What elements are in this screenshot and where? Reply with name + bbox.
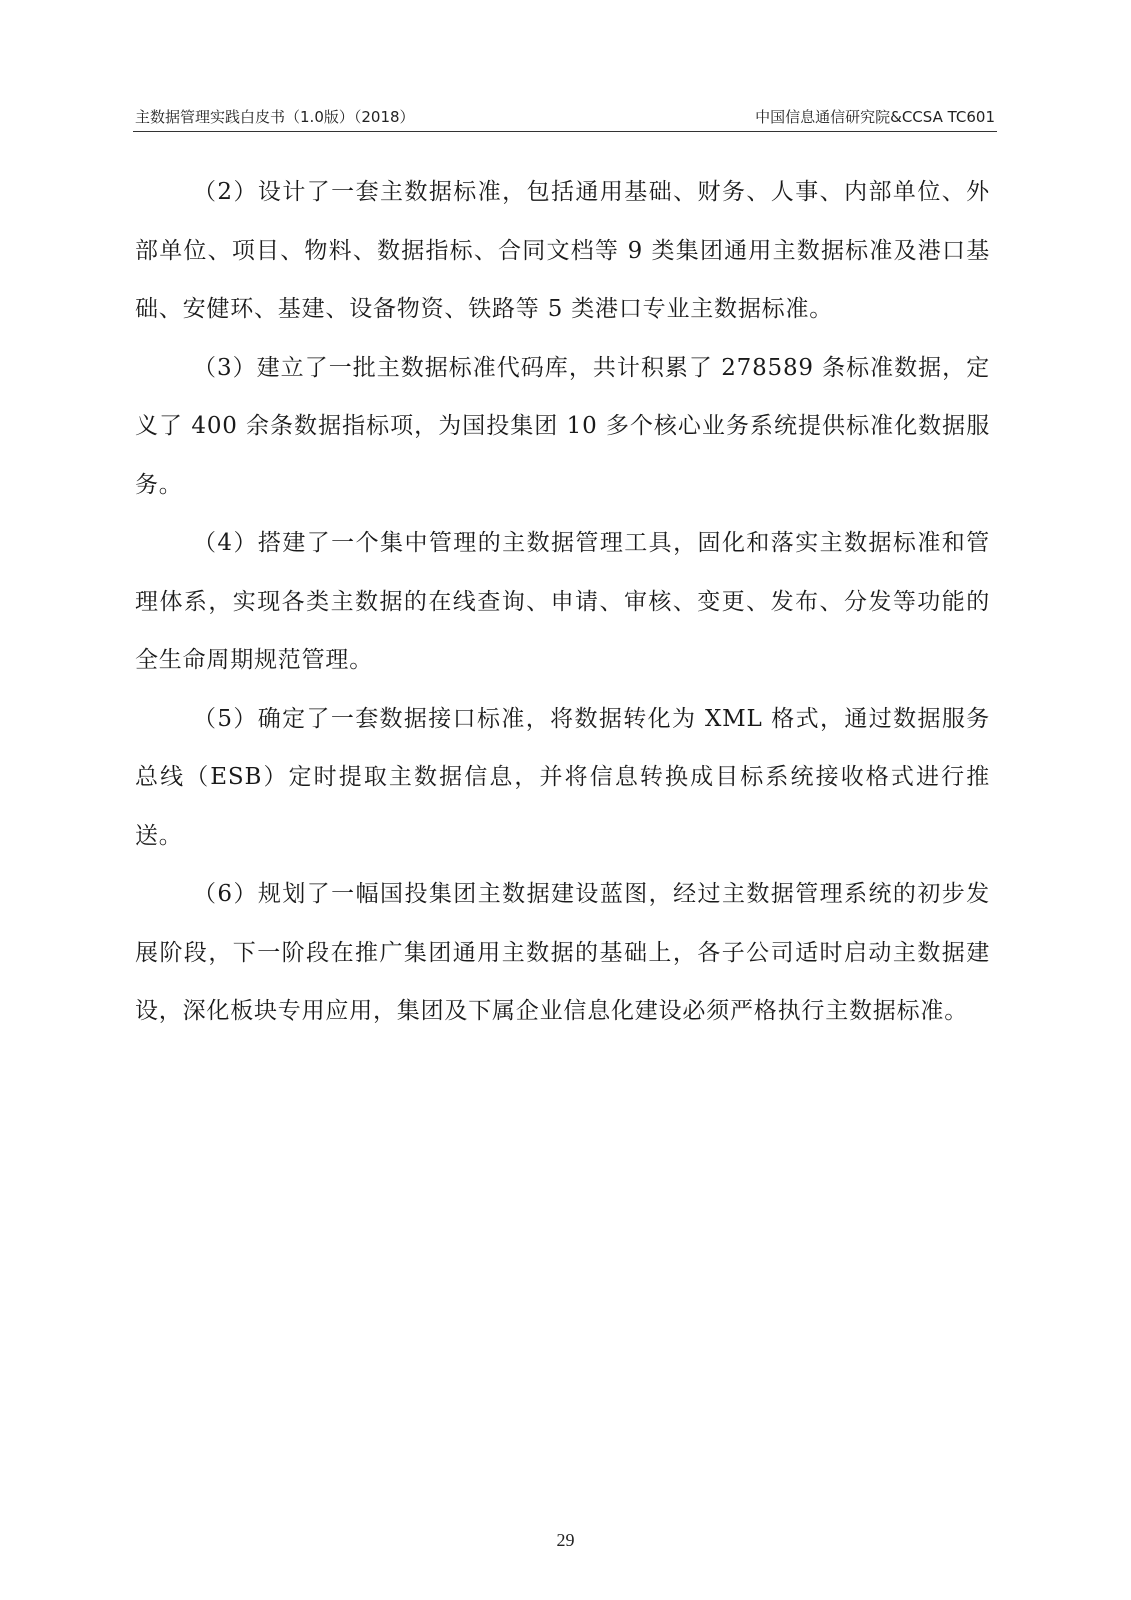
paragraph-item-3: （3）建立了一批主数据标准代码库，共计积累了 278589 条标准数据，定义了 400 余条数据指标项，为国投集团 10 多个核心业务系统提供标准化数据服务。 [135, 354, 990, 498]
paragraph-item-5: （5）确定了一套数据接口标准，将数据转化为 XML 格式，通过数据服务总线（ESB）定时提取主数据信息，并将信息转换成目标系统接收格式进行推送。 [135, 705, 990, 849]
paragraph-item-4: （4）搭建了一个集中管理的主数据管理工具，固化和落实主数据标准和管理体系，实现各类主数据的在线查询、申请、审核、变更、发布、分发等功能的全生命周期规范管理。 [135, 530, 990, 673]
page-number: 29 [556, 1530, 575, 1550]
header-divider [133, 131, 997, 132]
page-header [135, 106, 995, 130]
header-document-title: 主数据管理实践白皮书（1.0版）（2018） [135, 108, 415, 126]
header-organization: 中国信息通信研究院&CCSA TC601 [755, 108, 995, 126]
paragraph-item-2: （2）设计了一套主数据标准，包括通用基础、财务、人事、内部单位、外部单位、项目、物料、数据指标、合同文档等 9 类集团通用主数据标准及港口基础、安健环、基建、设备物资、铁路等 5 类港口专业主数据标准。 [135, 179, 990, 322]
paragraph-item-6: （6）规划了一幅国投集团主数据建设蓝图，经过主数据管理系统的初步发展阶段，下一阶段在推广集团通用主数据的基础上，各子公司适时启动主数据建设，深化板块专用应用，集团及下属企业信息化建设必须严格执行主数据标准。 [135, 881, 990, 1024]
body-text [135, 163, 990, 1041]
